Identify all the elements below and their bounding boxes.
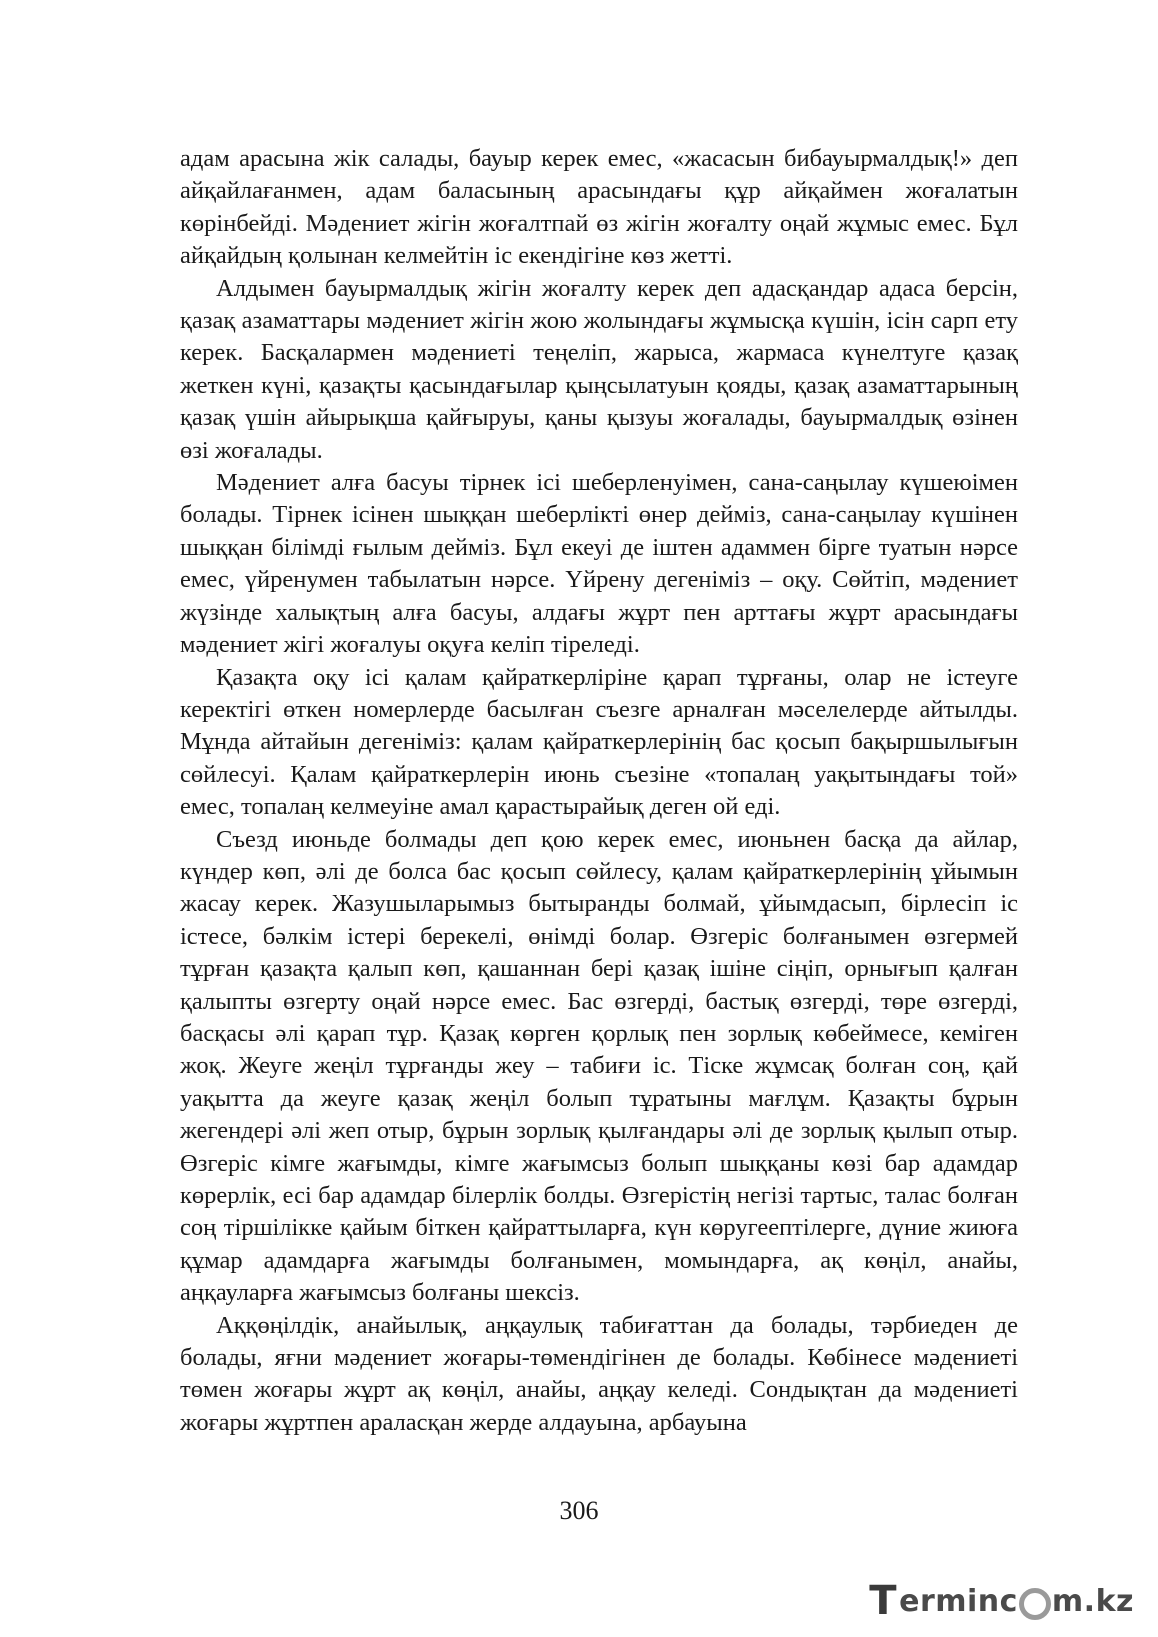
paragraph-2: Алдымен бауырмалдық жігін жоғалту керек деп адасқандар адаса берсін, қазақ азаматтары мәдениет жігін жою жолындағы жұмысқа күшін, ісін сарп ету керек. Басқалармен мәдениеті теңеліп, жарыса, жармаса күнелтуге қазақ жеткен күні, қазақты қасындағылар қыңсылатуын қояды, қазақ азаматтарының қазақ үшін айырықша қайғыруы, қаны қызуы жоғалады, бауырмалдық өзінен өзі жоғалады. [180, 274, 1018, 464]
paragraph-3: Мәдениет алға басуы тірнек ісі шеберленуімен, сана-саңылау күшеюімен болады. Тірнек ісінен шыққан шеберлікті өнер дейміз, сана-саңылау күшінен шыққан білімді ғылым дейміз. Бұл екеуі де іштен адаммен бірге туатын нәрсе емес, үйренумен табылатын нәрсе. Үйрену дегеніміз – оқу. Сөйтіп, мәдениет жүзінде халықтың алға басуы, алдағы жұрт пен арттағы жұрт арасындағы мәдениет жігі жоғалуы оқуға келіп тіреледі. [180, 469, 1018, 659]
watermark-letter-t: T [869, 1578, 898, 1624]
watermark-o-circle-icon [1019, 1588, 1051, 1620]
body-text [180, 143, 1018, 1439]
watermark-text-middle: erminc [899, 1583, 1018, 1619]
watermark-text-end: m.kz [1051, 1583, 1134, 1619]
paragraph-1: адам арасына жік салады, бауыр керек емес, «жасасын бибауырмалдық!» деп айқайлағанмен, адам баласының арасындағы құр айқаймен жоғалатын көрінбейді. Мәдениет жігін жоғалтпай өз жігін жоғалту оңай жұмыс емес. Бұл айқайдың қолынан келмейтін іс екендігіне көз жетті. [180, 145, 1018, 270]
page-number: 306 [559, 1496, 599, 1525]
paragraph-6: Аққөңілдік, анайылық, аңқаулық табиғаттан да болады, тәрбиеден де болады, яғни мәдениет жоғары-төмендігінен де болады. Көбінесе мәдениеті төмен жоғары жұрт ақ көңіл, анайы, аңқау келеді. Сондықтан да мәдениеті жоғары жұртпен араласқан жерде алдауына, арбауына [180, 1311, 1018, 1436]
paragraph-4: Қазақта оқу ісі қалам қайраткерліріне қарап тұрғаны, олар не істеуге керектігі өткен номерлерде басылған съезге арналған мәселелерде айтылды. Мұнда айтайын дегеніміз: қалам қайраткерлерінің бас қосып бақыршылығын сөйлесуі. Қалам қайраткерлерін июнь съезіне «топалаң уақытындағы той» емес, топалаң келмеуіне амал қарастырайық деген ой еді. [180, 663, 1018, 821]
paragraph-5: Съезд июньде болмады деп қою керек емес, июньнен басқа да айлар, күндер көп, әлі де болса бас қосып сөйлесу, қалам қайраткерлерінің ұйымын жасау керек. Жазушыларымыз бытыранды болмай, ұйымдасып, бірлесіп іс істесе, бәлкім істері берекелі, өнімді болар. Өзгеріс болғанымен өзгермей тұрған қазақта қалып көп, қашаннан бері қазақ ішіне сіңіп, орнығып қалған қалыпты өзгерту оңай нәрсе емес. Бас өзгерді, бастық өзгерді, төре өзгерді, басқасы әлі қарап тұр. Қазақ көрген қорлық пен зорлық көбеймесе, кеміген жоқ. Жеуге жеңіл тұрғанды жеу – табиғи іс. Тіске жұмсақ болған соң, қай уақытта да жеуге қазақ жеңіл болып тұратыны мағлұм. Қазақты бұрын жегендері әлі жеп отыр, бұрын зорлық қылғандары әлі де зорлық қылып отыр. Өзгеріс кімге жағымды, кімге жағымсыз болып шыққаны көзі бар адамдар көрерлік, есі бар адамдар білерлік болды. Өзгерістің негізі тартыс, талас болған соң тіршілікке қайым біткен қайраттыларға, күн көругеептілерге, дүние жиюға құмар адамдарға жағымды болғанымен, момындарға, ақ көңіл, анайы, аңқауларға жағымсыз болғаны шексіз. [180, 825, 1018, 1307]
termincom-watermark-logo [869, 1579, 1134, 1623]
